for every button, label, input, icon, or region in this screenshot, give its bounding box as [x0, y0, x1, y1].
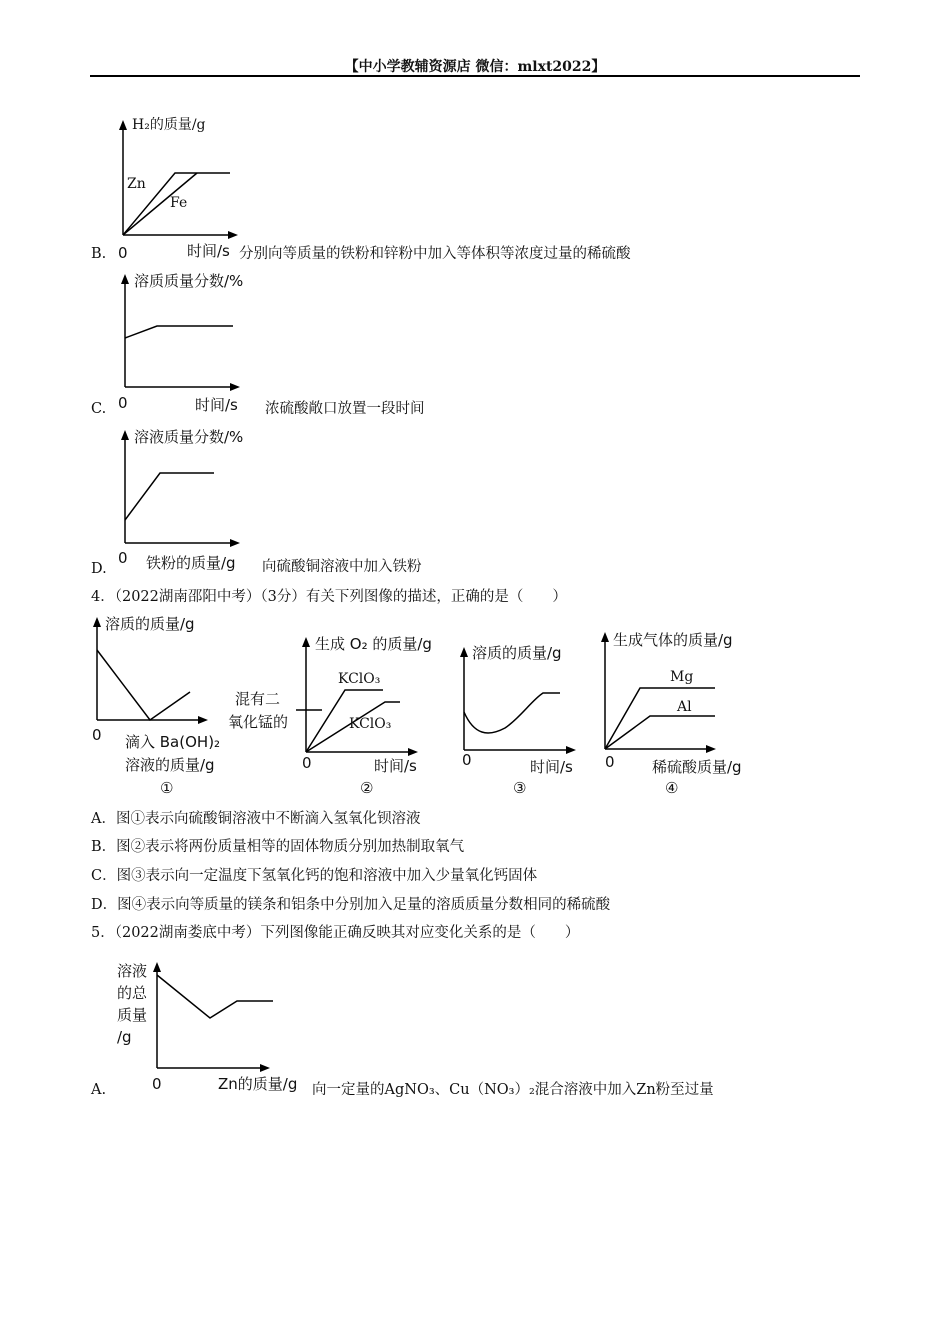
y-axis-label-line4: /g — [117, 1028, 132, 1046]
x-axis-arrow — [260, 1064, 270, 1072]
figure-number: ④ — [665, 779, 679, 797]
option-letter: A. — [91, 1082, 107, 1098]
origin-label: 0 — [462, 751, 472, 769]
x-axis-label-line1: 滴入 Ba(OH)₂ — [125, 733, 221, 751]
option-letter: B. — [91, 246, 107, 262]
x-axis-label: 稀硫酸质量/g — [652, 758, 742, 776]
origin-label: 0 — [605, 753, 615, 771]
page-header: 【中小学教辅资源店 微信：mlxt2022】 — [344, 59, 606, 75]
x-axis-label: 铁粉的质量/g — [146, 554, 236, 572]
option-text: 向硫酸铜溶液中加入铁粉 — [262, 559, 422, 575]
y-axis-label: 生成气体的质量/g — [613, 631, 733, 649]
y-axis-label: 溶液质量分数/% — [134, 428, 244, 446]
x-axis-label-line2: 溶液的质量/g — [125, 756, 215, 774]
series-label-al: Al — [677, 699, 692, 715]
y-axis-label: H₂的质量/g — [132, 117, 206, 133]
x-axis-label: 时间/s — [195, 396, 238, 414]
option-text: 浓硫酸敞口放置一段时间 — [265, 401, 425, 417]
series-label-fe: Fe — [170, 195, 188, 211]
origin-label: 0 — [152, 1075, 162, 1093]
y-axis-label: 溶质质量分数/% — [134, 272, 244, 290]
option-letter: D. — [91, 561, 107, 577]
series-label-zn: Zn — [127, 176, 146, 192]
question-4-stem: 4．（2022湖南邵阳中考）（3分）有关下列图像的描述，正确的是（ ） — [91, 589, 567, 605]
origin-label: 0 — [118, 244, 128, 262]
figure-number: ② — [360, 779, 374, 797]
y-axis-label-line3: 质量 — [117, 1006, 148, 1024]
y-axis-label-line1: 溶液 — [117, 962, 148, 980]
series-label-mg: Mg — [670, 669, 694, 685]
origin-label: 0 — [118, 394, 128, 412]
y-axis-arrow — [153, 962, 161, 972]
option-text: 向一定量的AgNO₃、Cu（NO₃）₂混合溶液中加入Zn粉至过量 — [312, 1082, 714, 1098]
figure-number: ③ — [513, 779, 527, 797]
side-note-line2: 氧化锰的 — [228, 713, 289, 731]
y-axis-label: 生成 O₂ 的质量/g — [315, 635, 432, 653]
origin-label: 0 — [302, 754, 312, 772]
y-axis-label: 溶质的质量/g — [472, 644, 562, 662]
x-axis-label: 时间/s — [187, 242, 230, 260]
origin-label: 0 — [92, 726, 102, 744]
option-letter: C. — [91, 401, 107, 417]
origin-label: 0 — [118, 549, 128, 567]
series-label-1: KClO₃ — [338, 671, 381, 687]
option-text: 分别向等质量的铁粉和锌粉中加入等体积等浓度过量的稀硫酸 — [239, 246, 631, 262]
option-b: B．图②表示将两份质量相等的固体物质分别加热制取氧气 — [91, 839, 465, 855]
figure-number: ① — [160, 779, 174, 797]
x-axis-label: Zn的质量/g — [218, 1075, 298, 1093]
option-a: A．图①表示向硫酸铜溶液中不断滴入氢氧化钡溶液 — [91, 811, 421, 827]
option-d: D．图④表示向等质量的镁条和铝条中分别加入足量的溶质质量分数相同的稀硫酸 — [91, 897, 611, 913]
y-axis-label: 溶质的质量/g — [105, 615, 195, 633]
x-axis-label: 时间/s — [374, 757, 417, 775]
series-label-2: KClO₃ — [349, 716, 392, 732]
y-axis-label-line2: 的总 — [117, 984, 148, 1002]
side-note-line1: 混有二 — [235, 690, 281, 708]
x-axis-label: 时间/s — [530, 758, 573, 776]
curve — [157, 975, 273, 1018]
option-c: C．图③表示向一定温度下氢氧化钙的饱和溶液中加入少量氧化钙固体 — [91, 868, 538, 884]
question-5-stem: 5．（2022湖南娄底中考）下列图像能正确反映其对应变化关系的是（ ） — [91, 925, 580, 941]
